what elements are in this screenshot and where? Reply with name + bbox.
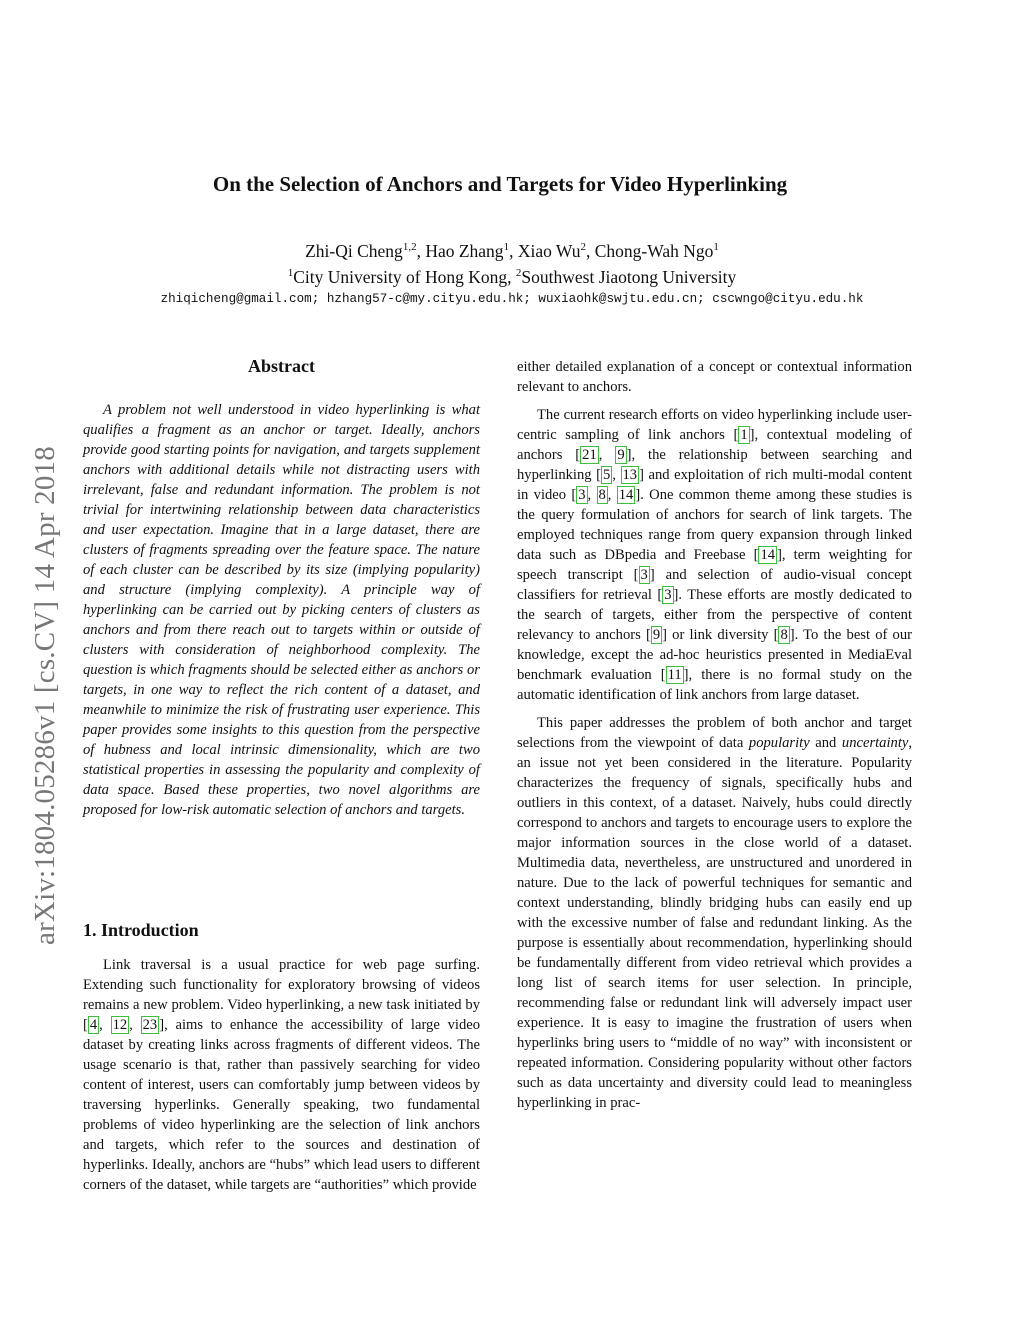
citation-link[interactable]: 11 [667, 667, 682, 683]
citation-link[interactable]: 14 [760, 547, 776, 563]
author-list: Zhi-Qi Cheng$^{1,2}$, Hao Zhang$^1$, Xiao Wu$^2$, Chong-Wah Ngo$^1$ [305, 241, 719, 261]
abstract-body [83, 400, 480, 828]
paragraph-text: ]. These efforts are mostly dedicated to the search of targets, either from the perspective of content relevancy to anchors [ [517, 587, 912, 643]
affiliation-name: Southwest Jiaotong University [521, 267, 737, 287]
author-name: Xiao Wu [517, 241, 581, 261]
intro-paragraph-1-continued: either detailed explanation of a concept or contextual information relevant to anchors. [517, 359, 912, 395]
citation-link[interactable]: 9 [652, 627, 661, 643]
paragraph-text: , an issue not yet been considered in the literature. Popularity characterizes the frequency of signals, specifically hubs and outliers in this context, of a dataset. Naively, hubs could directly correspond to anchors and targets to encourage users to explore the major information sources in the close world of a dataset. Multimedia data, nevertheless, are unstructured and unordered in nature. Due to the lack of powerful techniques for semantic and context understanding, blindly bridging hubs can easily end up with the excessive number of false and redundant linking. As the purpose is essentially about recommendation, hyperlinking should be fundamentally different from video retrieval which provides a long list of search items for user selection. In principle, recommending false or redundant link will adversely impact user experience. It is easy to imagine the frustration of users when hyperlinks bring users to “middle of no way” with inconsistent or repeated information. Considering popularity without other factors such as data uncertainty and diversity could lead to meaningless hyperlinking in prac- [517, 735, 913, 1111]
paragraph-text: ]. One common theme among these studies is the query formulation of anchors for search of link targets. The employed techniques range from query expansion through linked data such as DBpedia and Freebase [ [517, 487, 912, 563]
author-affiliation-mark: 1 [713, 241, 719, 254]
affiliation-mark: 2 [515, 267, 522, 280]
paragraph-text: ] and exploitation of rich multi-modal content in video [ [517, 467, 913, 503]
author-name: Hao Zhang [425, 241, 504, 261]
paper-title: On the Selection of Anchors and Targets for Video Hyperlinking [212, 172, 788, 196]
emphasis-text: popularity [748, 735, 810, 751]
citation-link[interactable]: 8 [598, 487, 606, 503]
arxiv-stamp-text: arXiv:1804.05286v1 [cs.CV] 14 Apr 2018 [29, 446, 61, 945]
paragraph-text: ], aims to enhance the accessibility of large video dataset by creating links across fragments of different videos. The usage scenario is that, rather than passively searching for video content of interest, users can comfortably jump between videos by traversing hyperlinks. Generally speaking, two fundamental problems of video hyperlinking are the selection of link anchors and targets, which refer to the sources and destination of hyperlinks. Ideally, anchors are “hubs” which lead users to different corners of the dataset, while targets are “authorities” which provide [83, 1017, 481, 1193]
citation-link[interactable]: 4 [89, 1017, 98, 1033]
citation-link[interactable]: 9 [617, 447, 625, 463]
citation-link[interactable]: 3 [640, 567, 648, 583]
arxiv-stamp [30, 350, 60, 945]
paragraph-text: ] or link diversity [ [662, 627, 779, 643]
citation-link[interactable]: 23 [142, 1017, 158, 1033]
citation-link[interactable]: 21 [582, 447, 597, 463]
intro-column-right [517, 357, 912, 1121]
citation-link[interactable]: 3 [664, 587, 672, 603]
paragraph-text: Link traversal is a usual practice for web page surfing. Extending such functionality for exploratory browsing of videos remains a new problem. Video hyperlinking, a new task initiated by [ [83, 957, 480, 1033]
paragraph-text: ] and selection of audio-visual concept classifiers for retrieval [ [517, 567, 912, 603]
author-emails: zhiqicheng@gmail.com; hzhang57-c@my.cityu.edu.hk; wuxiaohk@swjtu.edu.cn; cscwngo@cityu.edu.hk [160, 292, 864, 306]
author-affiliation-mark: 2 [580, 241, 586, 254]
affiliation-name: City University of Hong Kong [293, 267, 508, 287]
intro-column-left [83, 955, 480, 1203]
citation-link[interactable]: 14 [618, 487, 634, 503]
paragraph-text: ], there is no formal study on the automatic identification of link anchors from large dataset. [517, 667, 912, 703]
citation-link[interactable]: 3 [578, 487, 586, 503]
paragraph-text: This paper addresses the problem of both anchor and target selections from the viewpoint of data [517, 715, 912, 751]
author-block [0, 238, 1024, 290]
paragraph-text: ], the relationship between searching and hyperlinking [ [517, 447, 912, 483]
abstract-text: A problem not well understood in video hyperlinking is what qualifies a fragment as an anchor or target. Ideally, anchors provide good starting points for navigation, and targets supplement anchors with additional details while not distracting users with irrelevant, false and redundant information. The problem is not trivial for intertwining relationship between data characteristics and user expectation. Imagine that in a large dataset, there are clusters of fragments spreading over the feature space. The nature of each cluster can be described by its size (implying popularity) and structure (implying complexity). A principle way of hyperlinking can be carried out by picking centers of clusters as anchors and from there reach out to targets within or outside of clusters with consideration of neighborhood complexity. The question is which fragments should be selected either as anchors or targets, in one way to reflect the rich content of a dataset, and meanwhile to minimize the risk of frustrating user experience. This paper provides some insights to this question from the perspective of hubness and local intrinsic dimensionality, which are two statistical properties in assessing the popularity and complexity of data space. Based these properties, two novel algorithms are proposed for low-risk automatic selection of anchors and targets. [83, 402, 480, 818]
abstract-heading: Abstract [248, 356, 315, 376]
intro-paragraph-2: The current research efforts on video hyperlinking include user-centric sampling of link anchors [ 1 ], contextual modeling of anchors [ 21 , 9 ], the relationship between searching and hyperlinking [ 5 , 13 ] and exploitation of rich multi-modal content in video [ 3 , 8 , 14 ]. One common theme among these studies is the query formulation of anchors for search of link targets. The employed techniques range from query expansion through linked data such as DBpedia and Freebase [ 14 ], term weighting for speech transcript [ 3 ] and selection of audio-visual concept classifiers for retrieval [ 3 ]. These efforts are mostly dedicated to the search of targets, either from the perspective of content relevancy to anchors [ 9 ] or link diversity [ 8 ]. To the best of our knowledge, except the ad-hoc heuristics presented in MediaEval benchmark evaluation [ 11 ], there is no formal study on the automatic identification of link anchors from large dataset. [517, 407, 913, 703]
paragraph-text: and [809, 735, 842, 751]
intro-paragraph-1: Link traversal is a usual practice for web page surfing. Extending such functionality for exploratory browsing of videos remains a new problem. Video hyperlinking, a new task initiated by [ 4 , 12 , 23 ], aims to enhance the accessibility of large video dataset by creating links across fragments of different videos. The usage scenario is that, rather than passively searching for video content of interest, users can comfortably jump between videos by traversing hyperlinks. Generally speaking, two fundamental problems of video hyperlinking are the selection of link anchors and targets, which refer to the sources and destination of hyperlinks. Ideally, anchors are “hubs” which lead users to different corners of the dataset, while targets are “authorities” which provide [83, 957, 481, 1193]
paragraph-text: ], term weighting for speech transcript [ [517, 547, 912, 583]
citation-link[interactable]: 12 [112, 1017, 128, 1033]
paragraph-text: ], contextual modeling of anchors [ [517, 427, 912, 463]
author-name: Zhi-Qi Cheng [305, 241, 403, 261]
paragraph-text: ]. To the best of our knowledge, except the ad-hoc heuristics presented in MediaEval benchmark evaluation [ [517, 627, 912, 683]
affiliation-list: $^1$City University of Hong Kong, $^2$Southwest Jiaotong University [287, 267, 737, 287]
citation-link[interactable]: 5 [603, 467, 611, 483]
author-affiliation-mark: 1 [503, 241, 510, 254]
emphasis-text: uncertainty [841, 735, 909, 751]
affiliation-mark: 1 [287, 267, 294, 280]
intro-paragraph-3 [517, 713, 912, 1113]
author-affiliation-mark: 1,2 [402, 241, 417, 254]
citation-link[interactable]: 8 [780, 627, 788, 643]
citation-link[interactable]: 1 [740, 427, 748, 443]
author-name: Chong-Wah Ngo [594, 241, 714, 261]
paragraph-text: The current research efforts on video hyperlinking include user-centric sampling of link anchors [ [517, 407, 912, 443]
citation-link[interactable]: 13 [622, 467, 638, 483]
section-heading-introduction: 1. Introduction [83, 920, 199, 940]
